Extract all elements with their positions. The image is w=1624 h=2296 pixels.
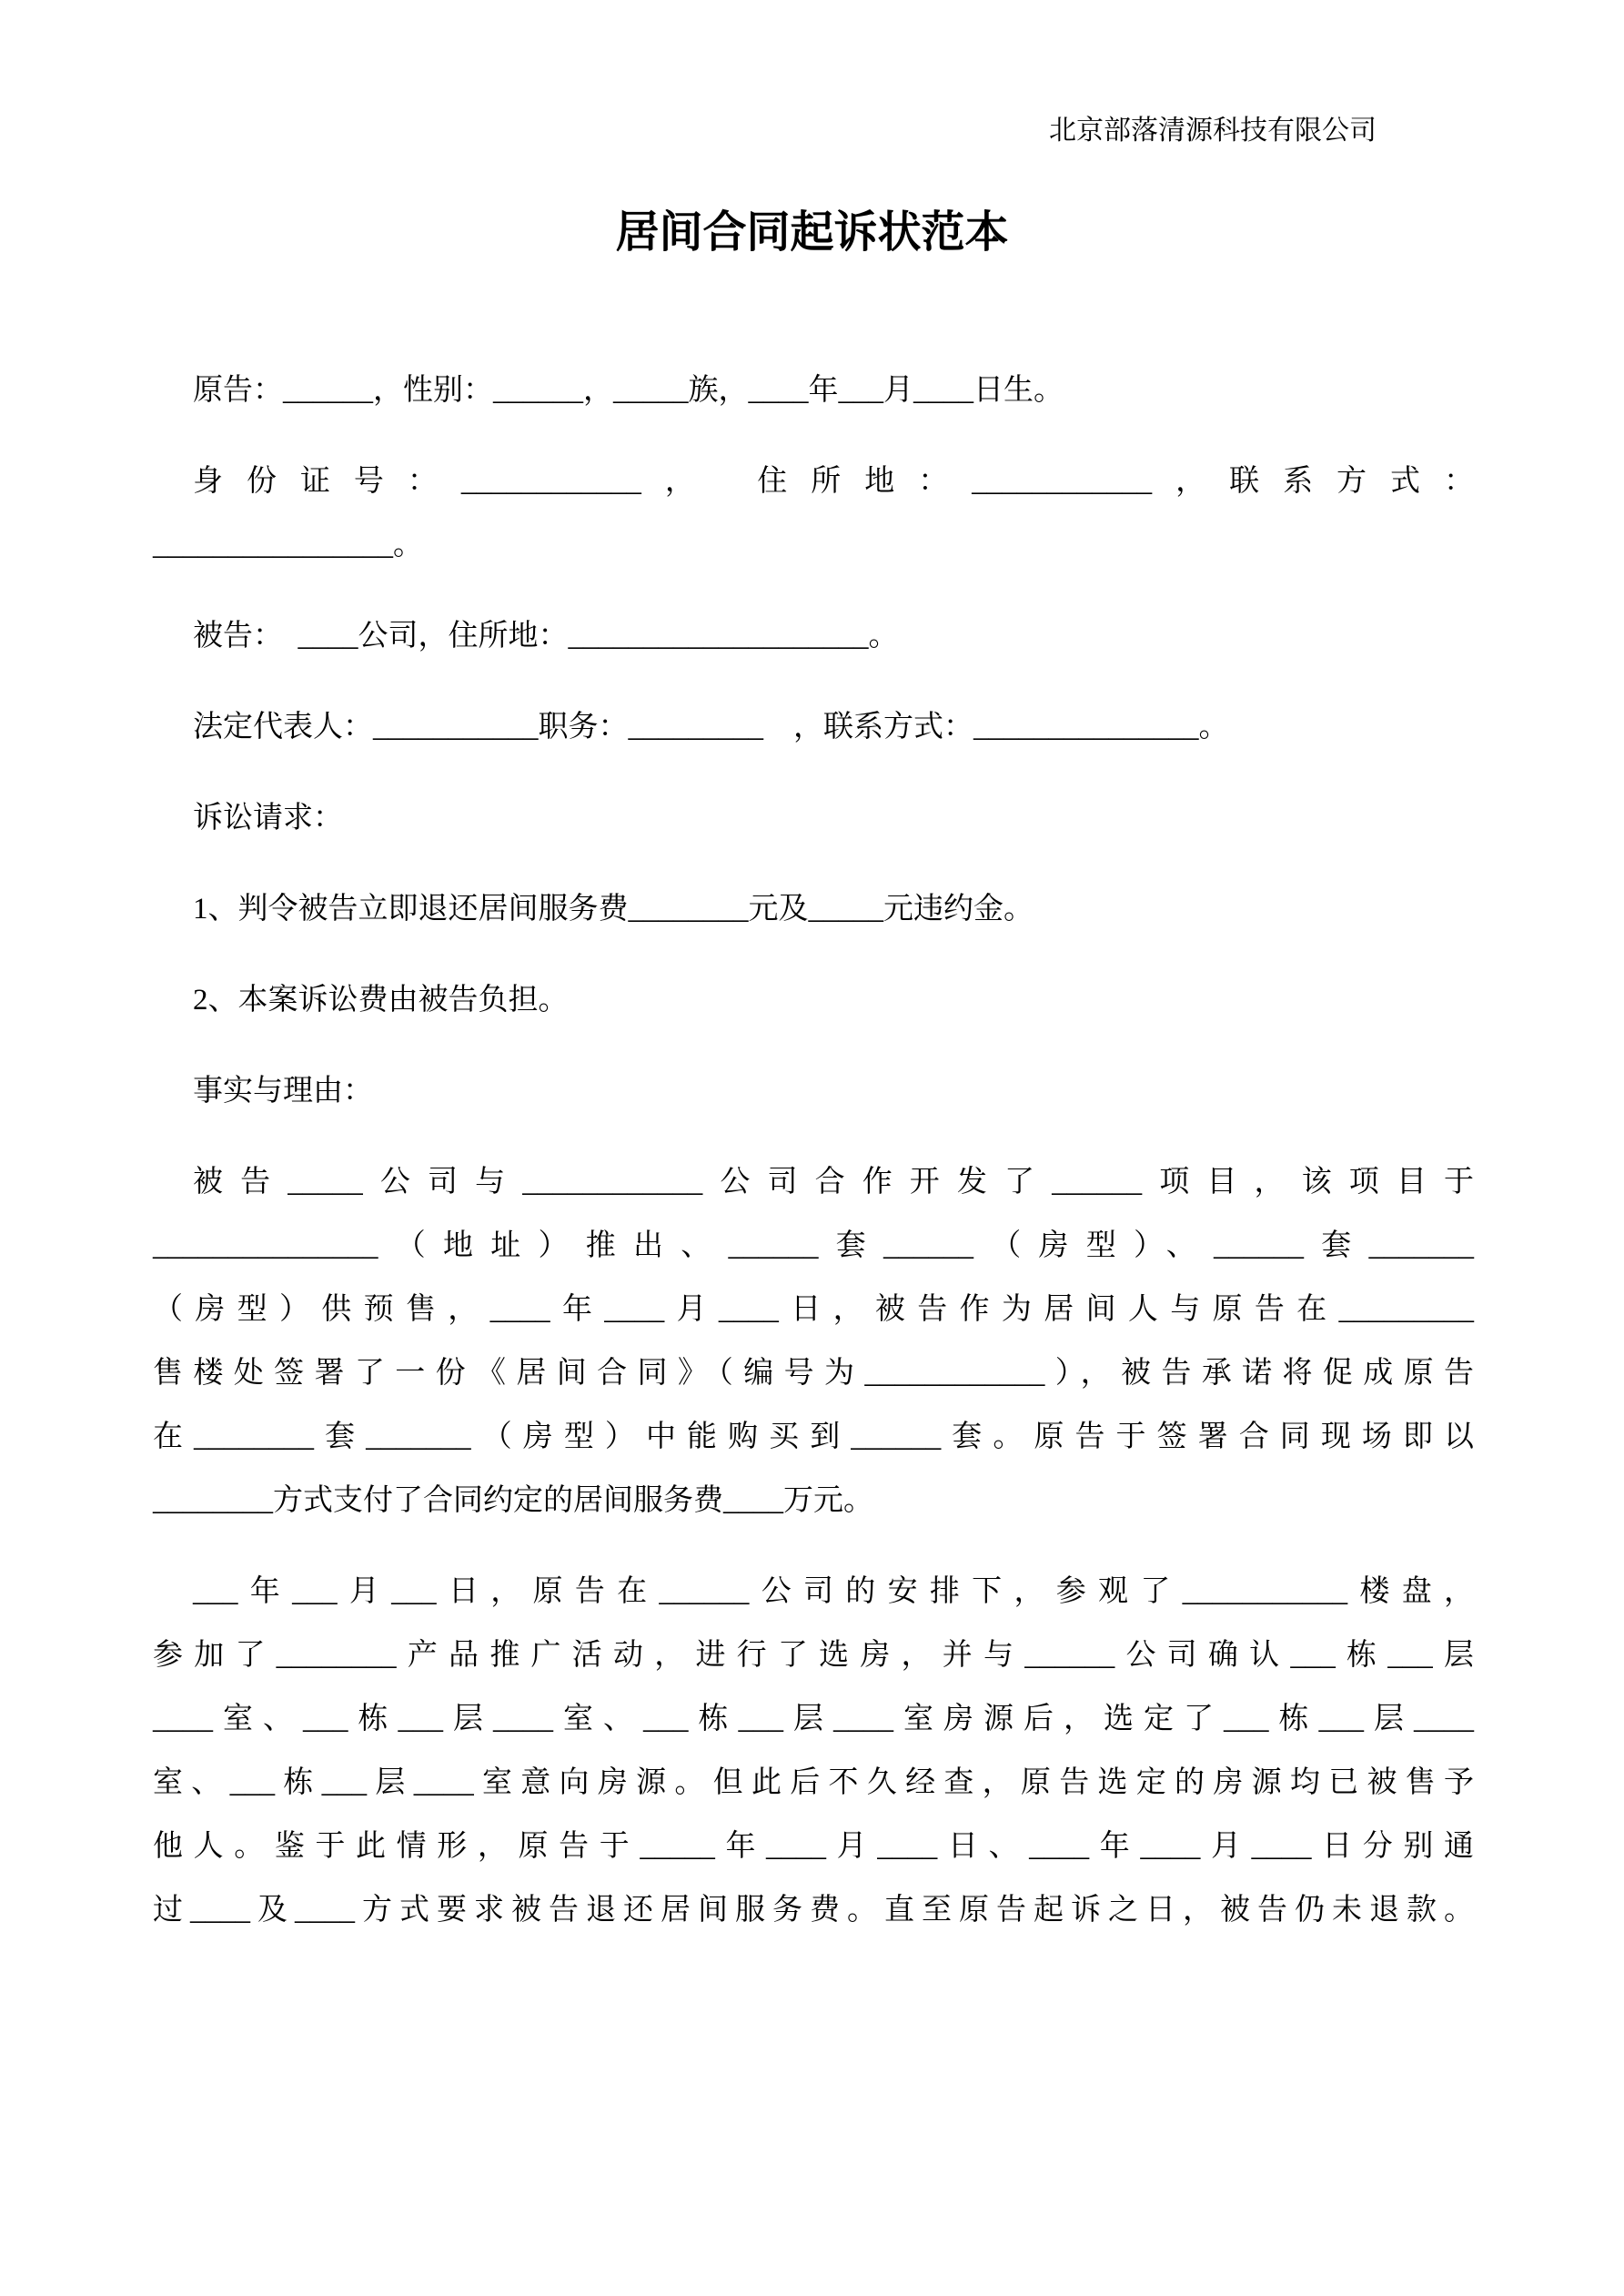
text-line: ___年___月___日，原告在______公司的安排下，参观了___________楼盘， bbox=[193, 1575, 1474, 1608]
text-line: 他人。鉴于此情形，原告于_____年____月____日、____年____月____日分别通 bbox=[153, 1830, 1474, 1863]
company-header: 北京部落清源科技有限公司 bbox=[1049, 116, 1377, 146]
text-line: ________方式支付了合同约定的居间服务费____万元。 bbox=[153, 1484, 873, 1517]
text-line: 原告：______，性别：______，_____族，____年___月____日生。 bbox=[193, 374, 1064, 407]
text-line: 法定代表人：___________职务：_________ ，联系方式：_______________。 bbox=[193, 711, 1229, 743]
text-line: 身份证号：____________， 住所地：____________，联系方式： bbox=[193, 465, 1474, 498]
text-line: 2、本案诉讼费由被告负担。 bbox=[193, 984, 569, 1017]
paragraph-facts-1 bbox=[153, 1150, 1474, 1532]
paragraph-plaintiff bbox=[153, 359, 1474, 422]
text-line: 诉讼请求： bbox=[193, 802, 343, 834]
text-line: 售楼处签署了一份《居间合同》（编号为____________），被告承诺将促成原告 bbox=[153, 1357, 1474, 1390]
text-line: 事实与理由： bbox=[193, 1075, 373, 1108]
text-line: 在________套_______（房型）中能购买到______套。原告于签署合同现场即以 bbox=[153, 1421, 1474, 1453]
text-line: ________________。 bbox=[153, 529, 423, 561]
paragraph-facts-2 bbox=[153, 1560, 1474, 1942]
text-line: （房型）供预售，____年____月____日，被告作为居间人与原告在_________ bbox=[153, 1293, 1474, 1326]
text-line: ____室、___栋___层____室、___栋___层____室房源后，选定了___栋___层____ bbox=[153, 1703, 1474, 1735]
document-body bbox=[0, 359, 1624, 1942]
text-line: 1、判令被告立即退还居间服务费________元及_____元违约金。 bbox=[193, 893, 1034, 925]
text-line: 参加了________产品推广活动，进行了选房，并与______公司确认___栋___层 bbox=[153, 1639, 1474, 1672]
paragraph-facts-heading bbox=[153, 1059, 1474, 1123]
paragraph-claim-2 bbox=[153, 968, 1474, 1032]
text-line: 室、___栋___层____室意向房源。但此后不久经查，原告选定的房源均已被售予 bbox=[153, 1766, 1474, 1799]
paragraph-claim-1 bbox=[153, 877, 1474, 941]
text-line: 过____及____方式要求被告退还居间服务费。直至原告起诉之日，被告仍未退款。 bbox=[153, 1894, 1474, 1927]
text-line: 被告_____公司与____________公司合作开发了______项目，该项目于 bbox=[193, 1166, 1474, 1199]
document-title: 居间合同起诉状范本 bbox=[615, 208, 1009, 257]
paragraph-defendant bbox=[153, 604, 1474, 668]
paragraph-identity bbox=[153, 450, 1474, 577]
paragraph-legal-representative bbox=[153, 695, 1474, 759]
text-line: 被告： ____公司，住所地：____________________。 bbox=[193, 620, 899, 652]
text-line: _______________（地址）推出、______套______（房型）、______套_______ bbox=[153, 1229, 1474, 1262]
paragraph-claims-heading bbox=[153, 786, 1474, 850]
